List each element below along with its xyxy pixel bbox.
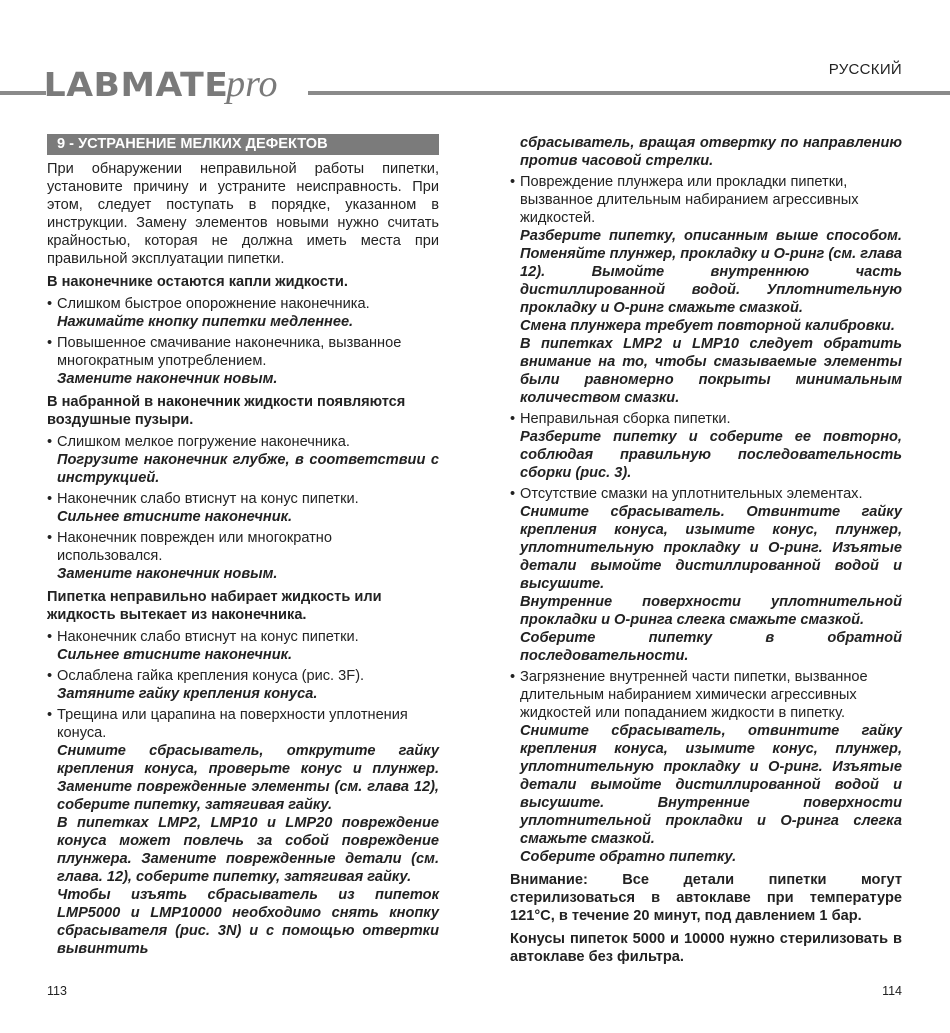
fix-text: Снимите сбрасыватель, отвинтите гайку крепления конуса, изымите конус, плунжер, уплотнительную прокладку и О-ринг. Изъятые детали вымойте дистиллированной водой и высушите. Внутренние поверхности уплотнительной прокладки и О-ринга слегка смажьте смазкой. — [520, 723, 902, 847]
header-rule-right — [308, 91, 950, 95]
problem-heading-leak: Пипетка неправильно набирает жидкость или жидкость вытекает из наконечника. — [47, 589, 382, 623]
fix-text: Замените наконечник новым. — [57, 371, 278, 387]
fix-text: Нажимайте кнопку пипетки медленнее. — [57, 314, 354, 330]
list-item-continued — [510, 134, 902, 170]
cause-text: Загрязнение внутренней части пипетки, вызванное длительным набиранием химически агрессивных жидкостей или попаданием жидкости в пипетку. — [520, 669, 868, 721]
fix-text: Сильнее втисните наконечник. — [57, 509, 293, 525]
fix-text: Смена плунжера требует повторной калибровки. — [520, 318, 895, 334]
page-number-right: 114 — [882, 984, 902, 998]
bullet-icon: • — [47, 491, 53, 507]
list-item — [510, 410, 902, 482]
bullet-icon: • — [47, 434, 53, 450]
fix-text: Снимите сбрасыватель, открутите гайку крепления конуса, проверьте конус и плунжер. Замените поврежденные элементы (см. глава 12), соберите пипетку, затягивая гайку. — [57, 743, 439, 813]
sterilization-note: Внимание: Все детали пипетки могут стерилизоваться в автоклаве при температуре 121°C, в течение 20 минут, под давлением 1 бар. — [510, 872, 902, 924]
bullet-icon: • — [47, 296, 53, 312]
list-item — [47, 490, 439, 526]
bullet-icon: • — [47, 629, 53, 645]
cause-text: Наконечник слабо втиснут на конус пипетки. — [57, 491, 359, 507]
fix-text: сбрасыватель, вращая отвертку по направлению против часовой стрелки. — [520, 135, 902, 169]
list-item — [47, 706, 439, 958]
list-item — [47, 334, 439, 388]
logo-main: LABMATE — [43, 65, 229, 104]
bullet-icon: • — [510, 669, 516, 685]
bullet-icon: • — [510, 486, 516, 502]
intro-paragraph: При обнаружении неправильной работы пипетки, установите причину и устраните неисправность. При этом, следует поступать в порядке, указанном в инструкции. Замену элементов новыми нужно считать крайностью, которая не должна иметь места при правильной эксплуатации пипетки. — [47, 161, 439, 267]
fix-text: Затяните гайку крепления конуса. — [57, 686, 318, 702]
left-column — [47, 134, 439, 961]
fix-text: Разберите пипетку и соберите ее повторно, соблюдая правильную последовательность сборки (рис. 3). — [520, 429, 902, 481]
fix-text: Внутренние поверхности уплотнительной прокладки и О-ринга слегка смажьте смазкой. — [520, 594, 902, 628]
fix-text: Чтобы изъять сбрасыватель из пипеток LMP5000 и LMP10000 необходимо снять кнопку сбрасывателя (рис. 3N) и с помощью отвертки вывинтить — [57, 887, 439, 957]
header-rule-left — [0, 91, 46, 95]
bullet-icon: • — [510, 411, 516, 427]
list-item — [510, 173, 902, 407]
problem-heading-drops: В наконечнике остаются капли жидкости. — [47, 274, 348, 290]
fix-text: В пипетках LMP2, LMP10 и LMP20 повреждение конуса может повлечь за собой повреждение плунжера. Замените поврежденные детали (см. глава. 12), соберите пипетку, затягивая гайку. — [57, 815, 439, 885]
page-number-left: 113 — [47, 984, 67, 998]
fix-text: В пипетках LMP2 и LMP10 следует обратить внимание на то, чтобы смазываемые элементы были равномерно покрыты минимальным количеством смазки. — [520, 336, 902, 406]
list-item — [510, 485, 902, 665]
list-item — [47, 295, 439, 331]
logo-suffix: pro — [226, 63, 278, 105]
list-item — [47, 667, 439, 703]
fix-text: Снимите сбрасыватель. Отвинтите гайку крепления конуса, изымите конус, плунжер, уплотнительную прокладку и О-ринг. Изъятые детали вымойте дистиллированной водой и высушите. — [520, 504, 902, 592]
fix-text: Разберите пипетку, описанным выше способом. Поменяйте плунжер, прокладку и О-ринг (см. глава 12). Вымойте внутреннюю часть дистиллированной водой. Уплотнительную прокладку и О-ринг смажьте смазкой. — [520, 228, 902, 316]
filter-note: Конусы пипеток 5000 и 10000 нужно стерилизовать в автоклаве без фильтра. — [510, 931, 902, 965]
fix-text: Замените наконечник новым. — [57, 566, 278, 582]
bullet-icon: • — [47, 530, 53, 546]
list-item — [47, 433, 439, 487]
problem-heading-bubbles: В набранной в наконечник жидкости появляются воздушные пузыри. — [47, 394, 406, 428]
cause-text: Неправильная сборка пипетки. — [520, 411, 731, 427]
language-label: РУССКИЙ — [828, 61, 902, 78]
right-column — [510, 134, 902, 970]
bullet-icon: • — [47, 707, 53, 723]
fix-text: Соберите пипетку в обратной последовательности. — [520, 630, 902, 664]
fix-text: Сильнее втисните наконечник. — [57, 647, 293, 663]
cause-text: Трещина или царапина на поверхности уплотнения конуса. — [57, 707, 408, 741]
cause-text: Отсутствие смазки на уплотнительных элементах. — [520, 486, 863, 502]
cause-text: Наконечник слабо втиснут на конус пипетки. — [57, 629, 359, 645]
cause-text: Слишком мелкое погружение наконечника. — [57, 434, 350, 450]
brand-logo — [43, 62, 278, 106]
cause-text: Повреждение плунжера или прокладки пипетки, вызванное длительным набиранием агрессивных жидкостей. — [520, 174, 859, 226]
bullet-icon: • — [47, 668, 53, 684]
cause-text: Ослаблена гайка крепления конуса (рис. 3F). — [57, 668, 365, 684]
cause-text: Слишком быстрое опорожнение наконечника. — [57, 296, 370, 312]
fix-text: Соберите обратно пипетку. — [520, 849, 737, 865]
cause-text: Повышенное смачивание наконечника, вызванное многократным употреблением. — [57, 335, 402, 369]
bullet-icon: • — [510, 174, 516, 190]
section-title: 9 - УСТРАНЕНИЕ МЕЛКИХ ДЕФЕКТОВ — [47, 134, 439, 155]
list-item — [47, 529, 439, 583]
cause-text: Наконечник поврежден или многократно использовался. — [57, 530, 332, 564]
fix-text: Погрузите наконечник глубже, в соответствии с инструкцией. — [57, 452, 439, 486]
bullet-icon: • — [47, 335, 53, 351]
list-item — [510, 668, 902, 866]
list-item — [47, 628, 439, 664]
